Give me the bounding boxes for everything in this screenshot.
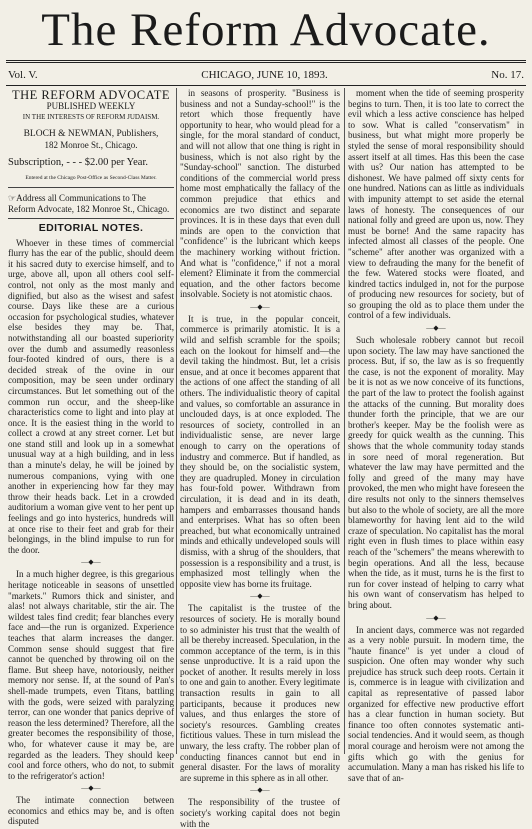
box-rule bbox=[8, 187, 174, 188]
editorial-heading: EDITORIAL NOTES. bbox=[38, 222, 144, 234]
publication-box bbox=[8, 90, 174, 215]
ornament-divider: —◆— bbox=[426, 613, 446, 622]
column-2 bbox=[180, 88, 340, 829]
col2-paragraph-4: The responsibility of the trustee of society's working capital does not begin with the bbox=[180, 797, 340, 829]
col2-paragraph-3: The capitalist is the trustee of the resources of society. He is morally bound to so administer his trust that the wealth of all be thereby increased. Speculation, in the common acceptance of the term, is in this sense unproductive. It is a raid upon the pocket of another. It results merely in loss to one and gain to another. Every legitimate transaction results in gain to all participants, because it produces new values, and thus enlarges the store of society's resources. Gambling creates fictitious values. These in turn mislead the unwary, the less crafty. The robber plan of conducting finances cannot but end in general disaster. For the laws of morality are supreme in this sphere as in all other. bbox=[180, 603, 340, 783]
column-rule-2 bbox=[344, 88, 345, 754]
col3-paragraph-3: In ancient days, commerce was not regarded as a very noble pursuit. In modern time, the "haute finance" is yet under a cloud of suspicion. One often may wonder why such prejudice has struck such deep roots. Certain it is, commerce is in league with civilization and capital as representative of passed labor organized for effective new productive effort has a clear function in human society. But finance too often connotes systematic anti-social tendencies. And it would seem, as though moral courage and heroism were not among the gifts which go with the genius for accumulation. Many a man has risked his life to save that of an- bbox=[348, 624, 524, 783]
col2-paragraph-1: in seasons of prosperity. "Business is business and not a Sunday-school!" is the retort which those frequently have opportunity to hear, who would plead for a single, for the moral standard of conduct, and will not allow that one thing is right in business, which is not also right by the "Sunday-school" sanction. The disturbed conditions of the commercial world press home most emphatically the fallacy of the common prejudice that ethics and economics are two distinct and separate provinces. It is in these days that even dull minds are open to the conviction that "confidence" is the lubricant which keeps the machinery working without friction. And what is "confidence," if not a moral element? Eliminate it from the commercial equation, and the other factors become insolvable. Society is not atomistic chaos. bbox=[180, 88, 340, 300]
masthead: The Reform Advocate. bbox=[41, 4, 491, 56]
ornament-divider: —◆— bbox=[426, 324, 446, 333]
box-interests: IN THE INTERESTS OF REFORM JUDAISM. bbox=[22, 113, 160, 121]
place-date: CHICAGO, JUNE 10, 1893. bbox=[201, 69, 328, 81]
box-communications: ☞Address all Communications to The Reform Advocate, 182 Monroe St., Chicago. bbox=[8, 193, 170, 214]
box-address: 182 Monroe St., Chicago. bbox=[44, 140, 138, 150]
box-entered: Entered at the Chicago Post-Office as Second-Class Matter. bbox=[25, 175, 157, 181]
ornament-divider: —◆— bbox=[250, 592, 270, 601]
box-subscription: Subscription, - - - $2.00 per Year. bbox=[8, 157, 148, 168]
col2-paragraph-2: It is true, in the popular conceit, commerce is primarily atomistic. It is a wild and selfish scramble for the spoils; each on the lookout for himself and—the devil taking the hindmost. But, let a crisis ensue, and at once it becomes apparent that the actions of one affect the standing of all others. The individualistic theory of capital and values, so comfortable an assurance in unclouded days, is at once exploded. The resources of society, controlled in an individualistic sense, are never large enough to carry on the operations of industry and commerce. But if handled, as they should be, on the socialistic system, they are quadrupled. Money in circulation has four-fold power. Withdrawn from circulation, it is dead and in its death, hampers and embarrasses thousand hands and enterprises. What has so often been preached, but what economically untrained minds and ethically undeveloped souls will dismiss, with a shrug of the shoulders, that possession is a responsibility and a trust, is emphasized most tellingly when the opposite view has borne its fruitage. bbox=[180, 313, 340, 589]
ornament-divider: —◆— bbox=[81, 558, 101, 567]
col3-paragraph-1: moment when the tide of seeming prosperity begins to turn. Then, it is too late to correct the evil which a less active conscience has helped to sow. What is called "conservatism" in business, but what might more properly be styled the sense of moral responsibility should assert itself at all times. Has this been the case with us? Our nation has attempted to be dishonest. We have palmed off sixty cents for one hundred. Nations can as little as individuals with impunity attempt to set aside the eternal laws of honesty. The consequences of our national folly and greed are upon us, now. They must be borne! And the same rapacity has infected almost all classes of the people. One "scheme" after another was organized with a view to defrauding the many for the benefit of the few. Watered stocks were floated, and kindred tactics indulged in, not for the purpose of producing new resources for society, but of so grouping the old as to place them under the control of a few individuals. bbox=[348, 88, 524, 321]
volume-label: Vol. V. bbox=[8, 69, 38, 81]
dateline-rule bbox=[6, 85, 526, 86]
issue-number: No. 17. bbox=[491, 69, 524, 81]
dateline bbox=[8, 66, 524, 84]
box-bottom-rule bbox=[8, 218, 174, 219]
column-1 bbox=[8, 88, 174, 827]
ornament-divider: —◆— bbox=[250, 786, 270, 795]
box-published: PUBLISHED WEEKLY bbox=[46, 101, 136, 111]
masthead-rule bbox=[6, 60, 526, 61]
col1-paragraph-2: In a much higher degree, is this gregarious heritage noticeable in seasons of unsettled "markets." Rumors thick and sinister, and alas! not always charitable, stir the air. The wildest tales find credit; fear blanches every face and—the run is organized. Experience teaches that alarm increases the danger. Common sense should suggest that fire cannot be quenched by throwing oil on the flame. But sheep have, notoriously, neither memory nor sense. If, at the sound of Pan's shell-made trumpets, even Titans, battling with the gods, were seized with paralyzing terror, can one wonder that panics deprive of reason the less determined? Therefore, all the greater becomes the responsibility of those, who, for whatever cause it may be, are regarded as the leaders. They should keep cool and force others, who do not, to submit to the refrigerator's action! bbox=[8, 569, 174, 781]
ornament-divider: —◆— bbox=[250, 302, 270, 311]
box-title: THE REFORM ADVOCATE bbox=[11, 88, 171, 102]
col1-paragraph-1: Whoever in these times of commercial flurry has the ear of the public, should deem it his sacred duty to exercise himself, and to urge, above all, upon all others cool self-control, not only as the most manly and dignified, but also as the wisest and safest course. Days like these are a curious occasion for psychological studies, whatever else besides they may be. That, notwithstanding all our boasted superiority over the dumb and assumedly reasonless four-footed kindred of ours, there is a decided streak of the ovine in our composition, may be seen under ordinary circumstances. But let something out of the common run occur, and the sheep-like characteristics come to light and into play at once. It is the easiest thing in the world to collect a crowd at any street corner. Let but one stand still and look up in a somewhat unusual way at a high building, and in less than a minute's delay, he will be joined by numerous companions, vying with one another in experiencing how far they may throw their heads back. Let in a crowded auditorium a woman give vent to her pent up feelings and go into hysterics, hundreds will at once rise to their feet and grab for their belongings, in the blind impulse to run for the door. bbox=[8, 237, 174, 555]
ornament-divider: —◆— bbox=[81, 784, 101, 793]
box-publishers: BLOCH & NEWMAN, Publishers, bbox=[23, 129, 159, 139]
col1-paragraph-3: The intimate connection between economics and ethics may be, and is often disputed bbox=[8, 795, 174, 827]
column-3 bbox=[348, 88, 524, 783]
column-rule-1 bbox=[176, 88, 177, 754]
col3-paragraph-2: Such wholesale robbery cannot but recoil upon society. The law may have sanctioned the process. But, if so, the law as is so frequently the case, is not the exponent of morality. May be it is not as we now conceive of its functions, the part of the law to protect the foolish against the attacks of the cunning. But morality does thunder forth the principle, that we are our brother's keeper. May be the foolish were as greedy for quick wealth as the cunning. This shows that the whole community today stands in sore need of moral regeneration. But whatever the law may have permitted and the folly and greed of the many may have provoked, the men who might have foreseen the dire results not only to the sinners themselves but also to the whole of society, are all the more blameworthy for having lent aid to the wild craze of speculation. No capitalist has the moral right even in flush times to place within easy reach of the "schemers" the means wherewith to begin operations. And all the less, because when the tide, as it must, turns he is the first to run for cover instead of helping to carry what his own want of conservatism has helped to bring about. bbox=[348, 335, 524, 610]
masthead-rule-double bbox=[6, 62, 526, 63]
